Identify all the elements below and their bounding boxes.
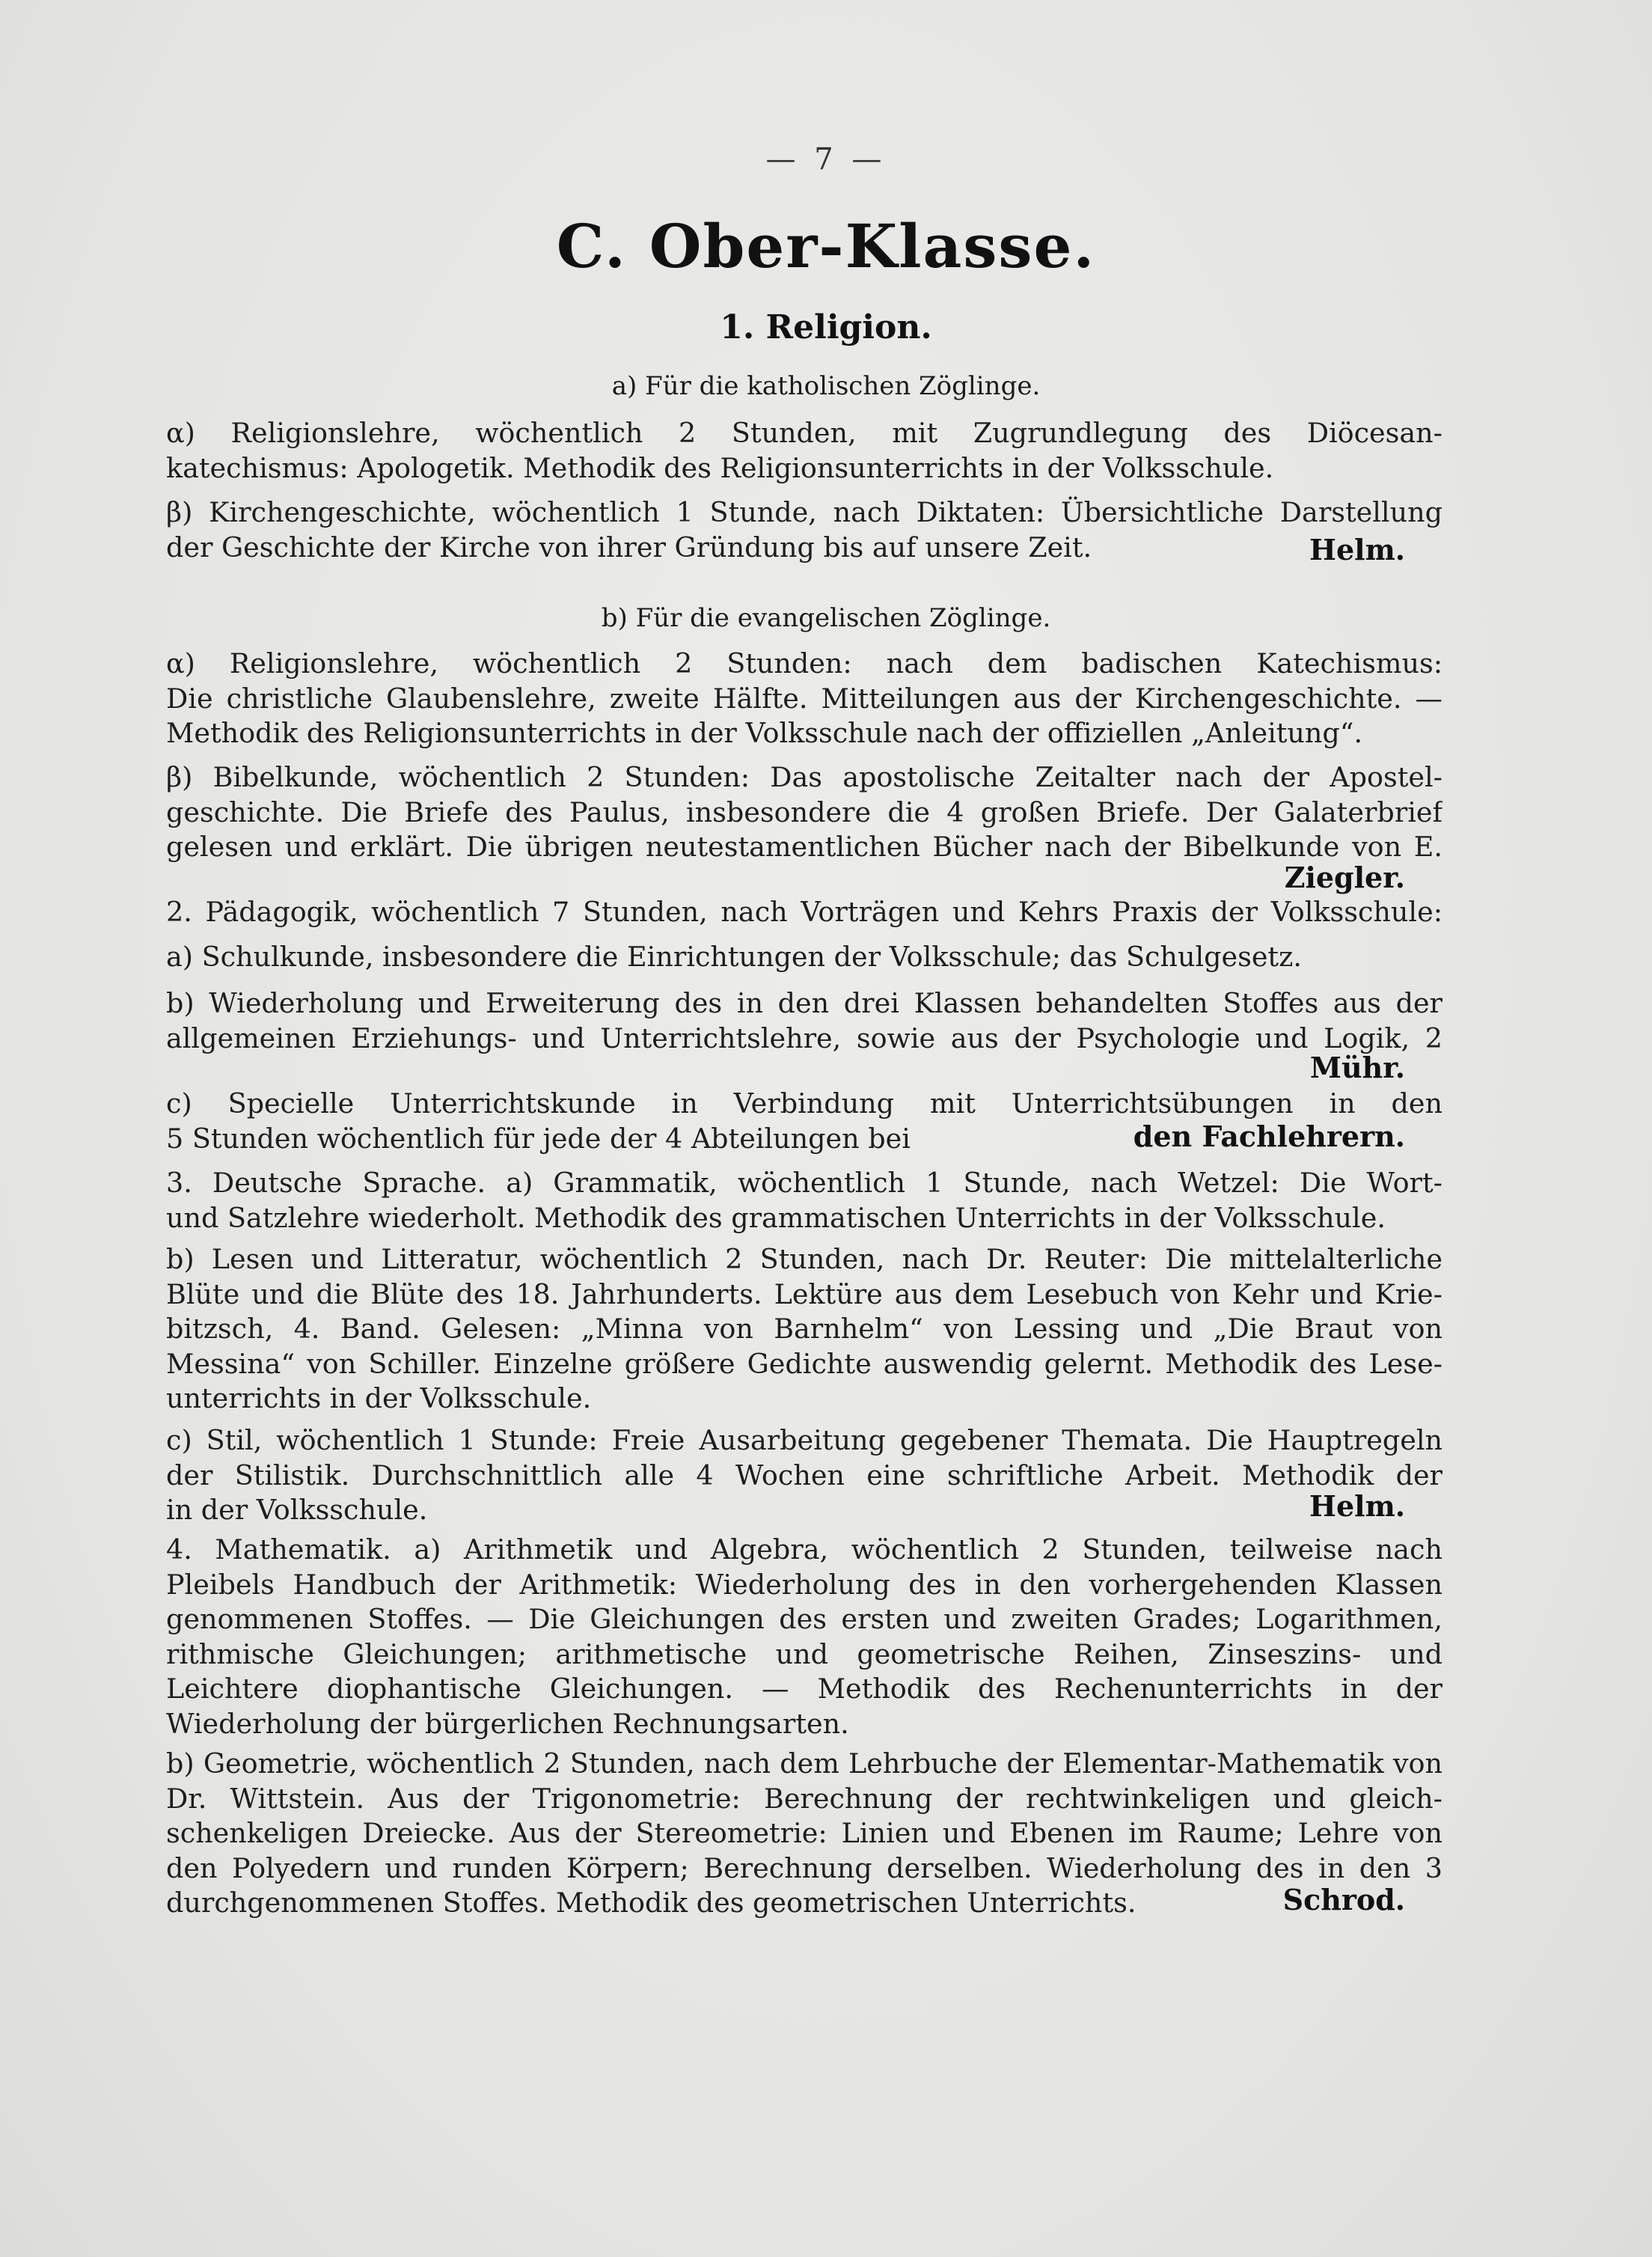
text-line: Leichtere diophantische Gleichungen. — Methodik des Rechenunterrichts in der (166, 1673, 1443, 1705)
paragraph-bibelkunde (166, 760, 1443, 865)
paragraph-religionslehre-evangelical (166, 647, 1443, 751)
paragraph-arithmetik (166, 1533, 1443, 1741)
text-line: Messina“ von Schiller. Einzelne größere Gedichte auswendig gelernt. Methodik des Lese- (166, 1347, 1443, 1380)
text-line: Blüte und die Blüte des 18. Jahrhunderts. Lektüre aus dem Lesebuch von Kehr und Krie- (166, 1277, 1443, 1310)
text-line: genommenen Stoffes. — Die Gleichungen des ersten und zweiten Grades; Logarithmen, (166, 1603, 1443, 1635)
text-line: c) Specielle Unterrichtskunde in Verbindung mit Unterrichtsübungen in den (166, 1087, 1443, 1120)
text-line: in der Volksschule. (166, 1494, 428, 1526)
text-line: c) Stil, wöchentlich 1 Stunde: Freie Ausarbeitung gegebener Themata. Die Hauptregeln (166, 1424, 1443, 1456)
paragraph-stil (166, 1423, 1443, 1528)
text-line: rithmische Gleichungen; arithmetische und geometrische Reihen, Zinseszins- und (166, 1637, 1443, 1670)
text-line: gelesen und erklärt. Die übrigen neutestamentlichen Bücher nach der Bibelkunde von E. (166, 831, 1443, 863)
section-heading-religion: 1. Religion. (720, 308, 932, 346)
signature-helm: Helm. (1309, 533, 1405, 566)
subheading-catholic: a) Für die katholischen Zöglinge. (611, 371, 1041, 401)
text-line: b) Wiederholung und Erweiterung des in den drei Klassen behandelten Stoffes aus der (166, 987, 1443, 1019)
paragraph-kirchengeschichte (166, 495, 1443, 565)
text-line: Dr. Wittstein. Aus der Trigonometrie: Berechnung der rechtwinkeligen und gleich- (166, 1782, 1443, 1815)
paragraph-grammatik (166, 1166, 1443, 1236)
paragraph-geometrie (166, 1747, 1443, 1921)
text-line: allgemeinen Erziehungs- und Unterrichtslehre, sowie aus der Psychologie und Logik, 2 (166, 1021, 1443, 1054)
paragraph-litteratur (166, 1242, 1443, 1417)
text-line: α) Religionslehre, wöchentlich 2 Stunden: nach dem badischen Katechismus: (166, 647, 1443, 679)
text-line: b) Geometrie, wöchentlich 2 Stunden, nach dem Lehrbuche der Elementar-Mathematik von (166, 1747, 1443, 1780)
text-line: Methodik des Religionsunterrichts in der Volksschule nach der offiziellen „Anleitung“. (166, 717, 1363, 749)
text-line: 3. Deutsche Sprache. a) Grammatik, wöchentlich 1 Stunde, nach Wetzel: Die Wort- (166, 1167, 1443, 1199)
text-line: geschichte. Die Briefe des Paulus, insbesondere die 4 großen Briefe. Der Galaterbrief (166, 795, 1443, 828)
subheading-evangelical: b) Für die evangelischen Zöglinge. (601, 603, 1051, 633)
text-line: den Polyedern und runden Körpern; Berechnung derselben. Wiederholung des in den 3 (166, 1851, 1443, 1884)
text-line: unterrichts in der Volksschule. (166, 1382, 592, 1414)
paragraph-wiederholung (166, 986, 1443, 1056)
text-line: 2. Pädagogik, wöchentlich 7 Stunden, nach Vorträgen und Kehrs Praxis der Volksschule: (166, 896, 1443, 928)
paragraph-religionslehre-catholic (166, 416, 1443, 486)
text-line: bitzsch, 4. Band. Gelesen: „Minna von Barnhelm“ von Lessing und „Die Braut von (166, 1313, 1443, 1345)
paragraph-schulkunde (166, 940, 1443, 975)
text-line: b) Lesen und Litteratur, wöchentlich 2 Stunden, nach Dr. Reuter: Die mittelalterliche (166, 1243, 1443, 1275)
text-line: 5 Stunden wöchentlich für jede der 4 Abteilungen bei (166, 1122, 911, 1155)
text-line: a) Schulkunde, insbesondere die Einrichtungen der Volksschule; das Schulgesetz. (166, 941, 1302, 973)
signature-schrod: Schrod. (1282, 1883, 1405, 1917)
text-line: Pleibels Handbuch der Arithmetik: Wiederholung des in den vorhergehenden Klassen (166, 1568, 1443, 1601)
signature-fachlehrern: den Fachlehrern. (1133, 1120, 1405, 1153)
text-line: β) Kirchengeschichte, wöchentlich 1 Stunde, nach Diktaten: Übersichtliche Darstellung (166, 496, 1443, 528)
page-number: — 7 — (765, 142, 887, 177)
text-line: katechismus: Apologetik. Methodik des Religionsunterrichts in der Volksschule. (166, 451, 1274, 484)
text-line: 4. Mathematik. a) Arithmetik und Algebra, wöchentlich 2 Stunden, teilweise nach (166, 1533, 1443, 1566)
text-line: der Geschichte der Kirche von ihrer Gründung bis auf unsere Zeit. (166, 531, 1092, 564)
text-line: schenkeligen Dreiecke. Aus der Stereometrie: Linien und Ebenen im Raume; Lehre von (166, 1817, 1443, 1849)
text-line: und Satzlehre wiederholt. Methodik des grammatischen Unterrichts in der Volksschule. (166, 1201, 1386, 1234)
text-line: durchgenommenen Stoffes. Methodik des geometrischen Unterrichts. (166, 1887, 1136, 1919)
text-line: Die christliche Glaubenslehre, zweite Hälfte. Mitteilungen aus der Kirchengeschichte. — (166, 682, 1443, 715)
text-line: Wiederholung der bürgerlichen Rechnungsarten. (166, 1707, 849, 1740)
signature-helm-2: Helm. (1309, 1489, 1405, 1523)
paragraph-paedagogik-intro (166, 895, 1443, 930)
page-title: C. Ober-Klasse. (556, 211, 1096, 281)
signature-muehr: Mühr. (1309, 1051, 1405, 1084)
text-line: β) Bibelkunde, wöchentlich 2 Stunden: Das apostolische Zeitalter nach der Apostel- (166, 761, 1443, 793)
text-line: der Stilistik. Durchschnittlich alle 4 Wochen eine schriftliche Arbeit. Methodik der (166, 1459, 1443, 1491)
signature-ziegler: Ziegler. (1284, 861, 1405, 894)
text-line: α) Religionslehre, wöchentlich 2 Stunden, mit Zugrundlegung des Diöcesan- (166, 417, 1443, 449)
